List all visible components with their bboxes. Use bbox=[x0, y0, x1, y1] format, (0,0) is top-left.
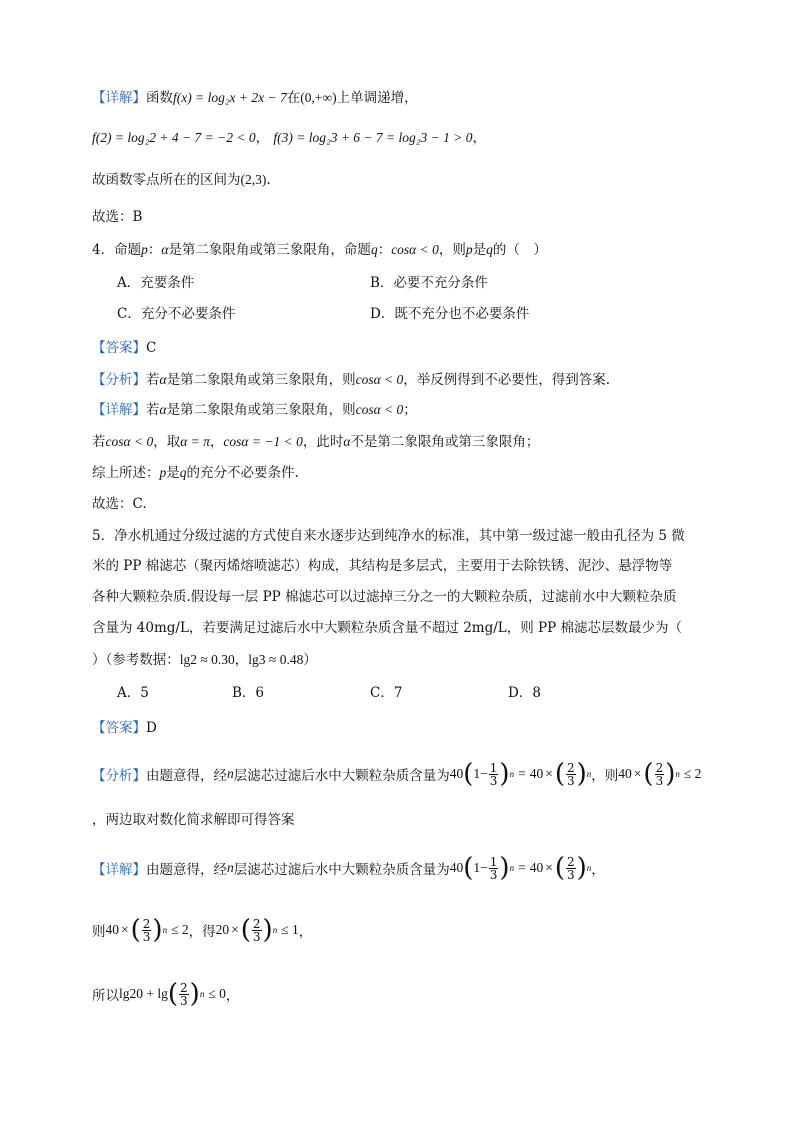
detail-tag: 【详解】 bbox=[92, 90, 146, 106]
q4-answer: 【答案】C bbox=[92, 340, 157, 356]
q4-option-d: D．既不充分也不必要条件 bbox=[370, 306, 530, 322]
q5-stem-line-4: 含量为 40mg/L，若要满足过滤后水中大颗粒杂质含量不超过 2mg/L，则 PP 棉滤芯层数最少为（ bbox=[92, 620, 683, 636]
detail-line-1: 【详解】函数f(x) = log₂x + 2x − 7在(0,+∞)上单调递增， bbox=[92, 90, 418, 106]
function-expression: f(x) = log₂x + 2x − 7 bbox=[173, 90, 287, 105]
choose-line-1: 故选：B bbox=[92, 209, 143, 225]
question-4-stem: 4．命题p：α是第二象限角或第三象限角，命题q：cosα < 0，则p是q的（ ） bbox=[92, 242, 547, 258]
q4-option-a: A．充要条件 bbox=[117, 275, 195, 291]
q5-inequality: 则 40 × ( $\frac{2}{3}$ ) n ≤ 2 ，得 20 × ( $\frac{2}{3}$ ) n ≤ 1 ， bbox=[92, 915, 313, 945]
fraction-two-thirds: $\frac{2}{3}$ bbox=[566, 760, 575, 788]
q5-option-c: C．7 bbox=[370, 685, 403, 701]
q5-analysis: 【分析】 由题意得，经 n 层滤芯过滤后水中大颗粒杂质含量为 40 ( 1 − $\frac{1}{3}$ ) n = 40 × ( $\frac{2}{3}$ ) n ，则 40 × ( $\frac{2}{3}$ ) n ≤ 2 bbox=[92, 759, 702, 789]
q4-detail: 【详解】若α是第二象限角或第三象限角，则cosα < 0； bbox=[92, 402, 417, 418]
q4-analysis: 【分析】若α是第二象限角或第三象限角，则cosα < 0，举反例得到不必要性，得到答案. bbox=[92, 372, 611, 388]
q4-detail-line-2: 若cosα < 0，取α = π，cosα = −1 < 0，此时α不是第二象限角或第三象限角； bbox=[92, 434, 540, 450]
conclusion-line: 故函数零点所在的区间为(2,3). bbox=[92, 172, 271, 188]
q5-option-d: D．8 bbox=[508, 685, 541, 701]
q5-detail: 【详解】 由题意得，经 n 层滤芯过滤后水中大颗粒杂质含量为 40 ( 1 − $\frac{1}{3}$ ) n = 40 × ( $\frac{2}{3}$ ) n ， bbox=[92, 853, 605, 883]
q5-stem-line-3: 各种大颗粒杂质.假设每一层 PP 棉滤芯可以过滤掉三分之一的大颗粒杂质，过滤前水中大颗粒杂质 bbox=[92, 589, 677, 605]
q5-stem-line-2: 米的 PP 棉滤芯（聚丙烯熔喷滤芯）构成，其结构是多层式，主要用于去除铁锈、泥沙、悬浮物等 bbox=[92, 558, 673, 574]
q5-stem-line-1: 5．净水机通过分级过滤的方式使自来水逐步达到纯净水的标准，其中第一级过滤一般由孔径为 5 微 bbox=[92, 528, 685, 544]
calc-line: f(2) = log₂2 + 4 − 7 = −2 < 0， f(3) = log₂3 + 6 − 7 = log₂3 − 1 > 0， bbox=[92, 130, 486, 146]
q5-answer: 【答案】D bbox=[92, 720, 157, 736]
q5-log-step: 所以 lg20 + lg ( $\frac{2}{3}$ ) n ≤ 0 ， bbox=[92, 979, 240, 1009]
q4-summary: 综上所述：p是q的充分不必要条件. bbox=[92, 465, 299, 481]
q5-option-b: B．6 bbox=[232, 685, 265, 701]
q4-option-c: C．充分不必要条件 bbox=[117, 306, 236, 322]
f3-calc: f(3) = log₂3 + 6 − 7 = log₂3 − 1 > 0 bbox=[273, 130, 473, 145]
q4-choose: 故选：C. bbox=[92, 496, 147, 512]
q4-option-b: B．必要不充分条件 bbox=[370, 275, 488, 291]
fraction-one-third: $\frac{1}{3}$ bbox=[489, 760, 498, 788]
f2-calc: f(2) = log₂2 + 4 − 7 = −2 < 0 bbox=[92, 130, 256, 145]
q5-analysis-line-2: ，两边取对数化简求解即可得答案 bbox=[92, 812, 295, 828]
q5-option-a: A．5 bbox=[117, 685, 149, 701]
q5-stem-line-5: ）（参考数据：lg2 ≈ 0.30，lg3 ≈ 0.48） bbox=[92, 652, 317, 668]
